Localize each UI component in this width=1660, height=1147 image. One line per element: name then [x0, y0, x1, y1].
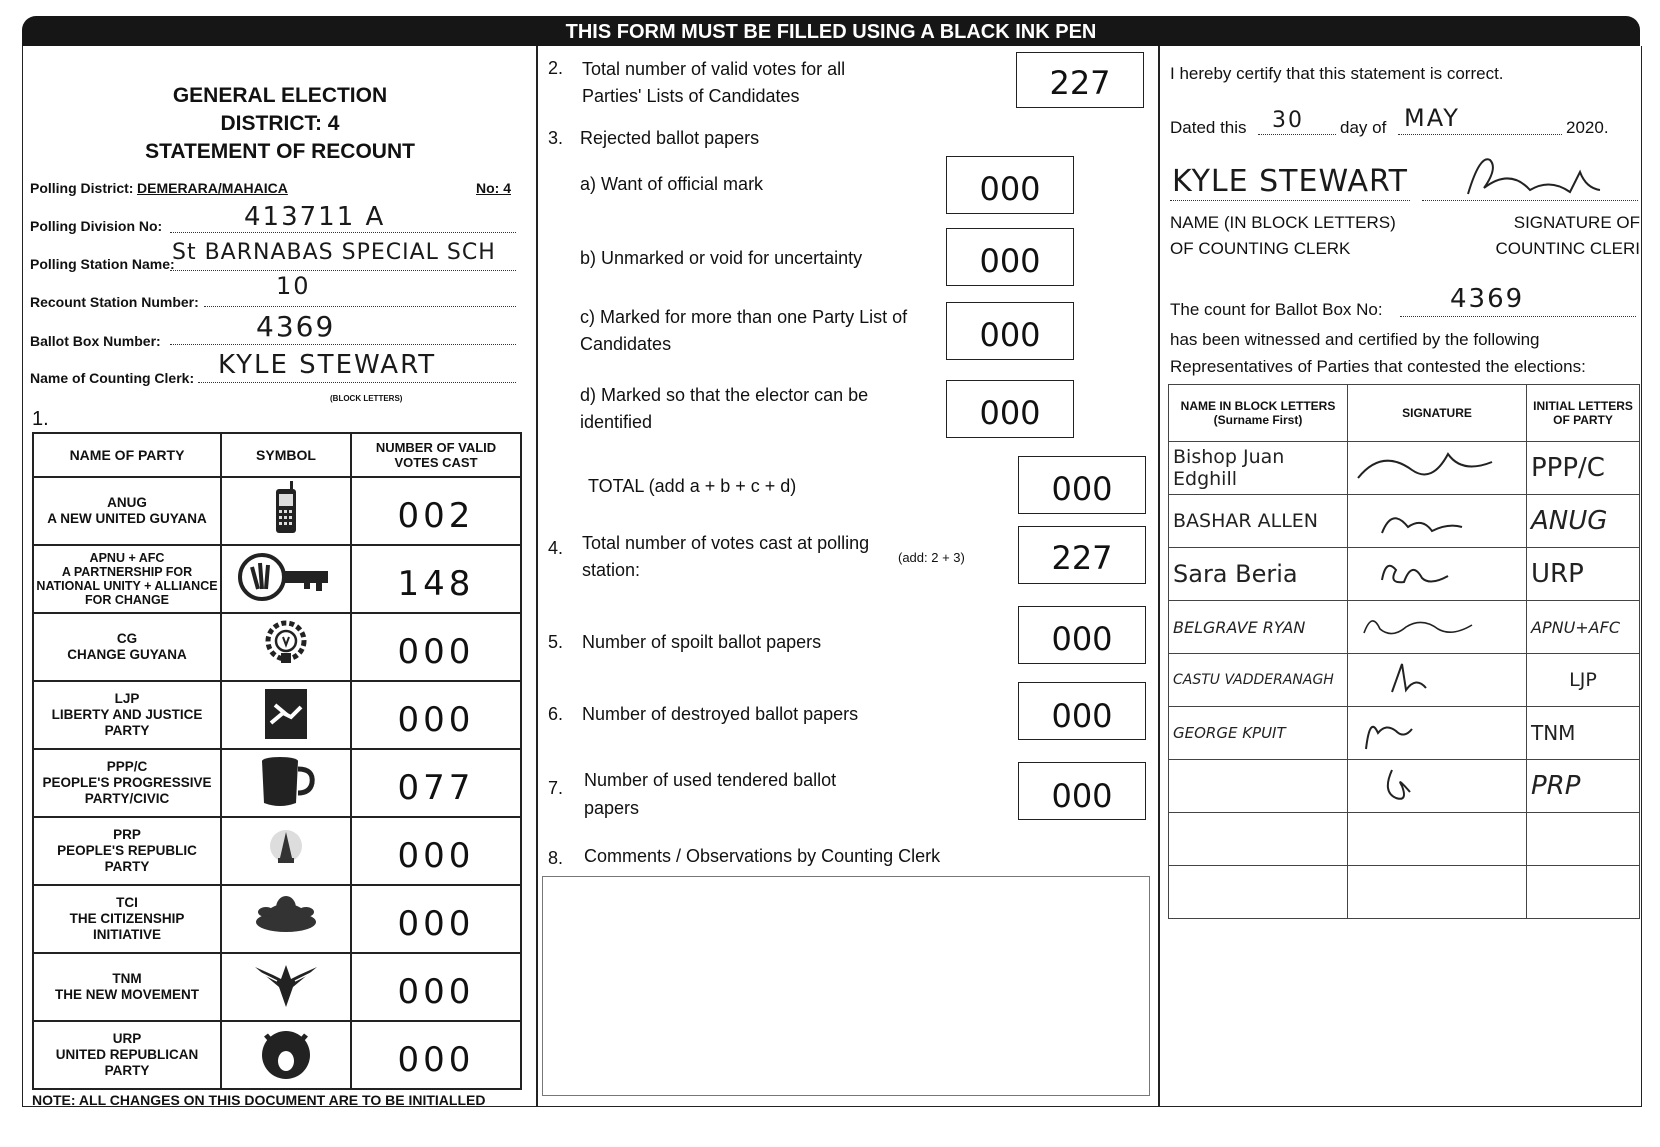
table-row: [33, 613, 521, 681]
table-row: [1169, 707, 1640, 760]
recount-station-line: [204, 306, 516, 307]
q3d-text: d) Marked so that the elector can be identified: [580, 385, 869, 432]
count-value-line: [1400, 316, 1636, 317]
form-title-line3: STATEMENT OF RECOUNT: [145, 140, 415, 163]
rep-signature: [1348, 813, 1527, 866]
lamp-icon: [221, 817, 351, 885]
rep-name: BELGRAVE RYAN: [1169, 601, 1348, 654]
form-title-line2: DISTRICT: 4: [220, 112, 340, 135]
header-rep-name: NAME IN BLOCK LETTERS (Surname First): [1169, 385, 1348, 442]
q4-text: Total number of votes cast at polling station:: [582, 533, 870, 580]
q8-text: Comments / Observations by Counting Clerk: [584, 846, 941, 866]
dated-day-line: [1258, 134, 1336, 135]
q2-text: Total number of valid votes for all Parties' Lists of Candidates: [582, 59, 846, 106]
name-label: NAME (IN BLOCK LETTERS) OF COUNTING CLERK: [1170, 213, 1396, 258]
section-1-number: 1.: [32, 408, 49, 430]
column-divider-left: [536, 46, 538, 1106]
party-votes-table: [32, 432, 522, 1090]
header-votes: NUMBER OF VALID VOTES CAST: [351, 433, 521, 477]
table-row: [33, 885, 521, 953]
bull-icon: [221, 1021, 351, 1089]
counting-clerk-value: KYLE STEWART: [218, 350, 437, 380]
party-name-pppc: PPP/C PEOPLE'S PROGRESSIVE PARTY/CIVIC: [33, 749, 221, 817]
votes-tci: 000: [351, 885, 521, 953]
table-row: [33, 817, 521, 885]
clerk-signature-mark: [1460, 148, 1610, 204]
votes-tnm: 000: [351, 953, 521, 1021]
cup-icon: [221, 749, 351, 817]
reps-header: [1169, 385, 1640, 442]
polling-station-line: [170, 270, 516, 271]
table-row: [33, 477, 521, 545]
votes-pppc: 077: [351, 749, 521, 817]
counting-clerk-label: Name of Counting Clerk:: [30, 370, 195, 386]
q4-add-note: (add: 2 + 3): [898, 550, 965, 565]
rep-signature: [1348, 760, 1527, 813]
q3c-text: c) Marked for more than one Party List of Candidates: [580, 307, 908, 354]
q3b-text: b) Unmarked or void for uncertainty: [580, 248, 863, 268]
dated-mid: day of: [1340, 118, 1387, 137]
party-name-anug: ANUG A NEW UNITED GUYANA: [33, 477, 221, 545]
rep-party: [1527, 813, 1640, 866]
party-name-ljp: LJP LIBERTY AND JUSTICE PARTY: [33, 681, 221, 749]
q3-text: Rejected ballot papers: [580, 128, 760, 148]
rep-signature: [1348, 601, 1527, 654]
q3a-text: a) Want of official mark: [580, 174, 764, 194]
q8-number: 8.: [548, 848, 564, 868]
q5-number: 5.: [548, 632, 564, 652]
dated-year: 2020.: [1566, 118, 1609, 137]
rep-name: [1169, 866, 1348, 919]
header-rep-signature: SIGNATURE: [1348, 385, 1527, 442]
ballot-box-label: Ballot Box Number:: [30, 333, 161, 349]
q4-total-cast-box[interactable]: 227: [1018, 526, 1146, 584]
eagle-icon: [221, 953, 351, 1021]
table-row: [33, 681, 521, 749]
rep-signature: [1348, 442, 1527, 495]
total-text: TOTAL (add a + b + c + d): [588, 476, 797, 496]
rep-party: [1527, 866, 1640, 919]
rep-name: Sara Beria: [1169, 548, 1348, 601]
form-title-line1: GENERAL ELECTION: [172, 84, 388, 107]
block-letters-note: (BLOCK LETTERS): [330, 394, 403, 403]
polling-district-no: No: 4: [476, 180, 511, 196]
rep-name: [1169, 760, 1348, 813]
rep-signature: [1348, 495, 1527, 548]
certify-text: I hereby certify that this statement is correct.: [1170, 64, 1504, 83]
q4-number: 4.: [548, 538, 564, 558]
hand-key-icon: [221, 545, 351, 613]
dated-month-line: [1398, 134, 1562, 135]
rep-name: CASTU VADDERANAGH: [1169, 654, 1348, 707]
table-row: [1169, 442, 1640, 495]
q6-number: 6.: [548, 704, 564, 724]
q2-total-valid-box[interactable]: 227: [1016, 52, 1144, 108]
count-prefix: The count for Ballot Box No:: [1170, 300, 1383, 319]
q3a-box[interactable]: 000: [946, 156, 1074, 214]
clerk-name-handwritten: KYLE STEWART: [1172, 164, 1408, 199]
q7-number: 7.: [548, 778, 564, 798]
table-row: [33, 749, 521, 817]
rep-party: PPP/C: [1527, 442, 1640, 495]
table-row: [1169, 760, 1640, 813]
votes-urp: 000: [351, 1021, 521, 1089]
rep-party: APNU+AFC: [1527, 601, 1640, 654]
polling-division-value: 413711 A: [244, 202, 386, 232]
q6-text: Number of destroyed ballot papers: [582, 704, 859, 724]
header-rep-party: INITIAL LETTERS OF PARTY: [1527, 385, 1640, 442]
party-name-apnu-afc: APNU + AFC A PARTNERSHIP FOR NATIONAL UNITY + ALLIANCE FOR CHANGE: [33, 545, 221, 613]
party-table-header: [33, 433, 521, 477]
ballot-box-line: [170, 344, 516, 345]
votes-cg: 000: [351, 613, 521, 681]
q3-number: 3.: [548, 128, 564, 148]
party-name-cg: CG CHANGE GUYANA: [33, 613, 221, 681]
rep-name: BASHAR ALLEN: [1169, 495, 1348, 548]
ballot-box-value: 4369: [256, 310, 336, 343]
votes-anug: 002: [351, 477, 521, 545]
q7-text: Number of used tendered ballot papers: [584, 770, 837, 818]
table-row: [33, 953, 521, 1021]
table-row: [33, 545, 521, 613]
polling-division-line: [170, 232, 516, 233]
rep-party: URP: [1527, 548, 1640, 601]
recount-station-value: 10: [276, 272, 311, 300]
polling-station-label: Polling Station Name:: [30, 256, 175, 272]
recount-station-label: Recount Station Number:: [30, 294, 199, 310]
q3b-box[interactable]: 000: [946, 228, 1074, 286]
rep-signature: [1348, 548, 1527, 601]
votes-ljp: 000: [351, 681, 521, 749]
party-name-prp: PRP PEOPLE'S REPUBLIC PARTY: [33, 817, 221, 885]
rep-signature: [1348, 707, 1527, 760]
lightbulb-gear-icon: [221, 613, 351, 681]
total-rejected-box[interactable]: 000: [1018, 456, 1146, 514]
q6-destroyed-box[interactable]: 000: [1018, 682, 1146, 740]
rep-name: GEORGE KPUIT: [1169, 707, 1348, 760]
votes-apnu-afc: 148: [351, 545, 521, 613]
q5-spoilt-box[interactable]: 000: [1018, 606, 1146, 664]
rep-name: Bishop Juan Edghill: [1169, 442, 1348, 495]
flower-icon: [221, 885, 351, 953]
cellphone-icon: [221, 477, 351, 545]
polling-division-label: Polling Division No:: [30, 218, 163, 234]
representatives-table: [1168, 384, 1640, 919]
party-name-tnm: TNM THE NEW MOVEMENT: [33, 953, 221, 1021]
dated-prefix: Dated this: [1170, 118, 1247, 137]
table-row: [1169, 601, 1640, 654]
table-row: [1169, 548, 1640, 601]
column-divider-right: [1158, 46, 1160, 1106]
rep-party: TNM: [1527, 707, 1640, 760]
party-name-tci: TCI THE CITIZENSHIP INITIATIVE: [33, 885, 221, 953]
counting-clerk-line: [198, 382, 516, 383]
polling-district-label: Polling District:: [30, 180, 134, 196]
witness-text: has been witnessed and certified by the following Representatives of Parties that contested the elections:: [1170, 330, 1586, 376]
rep-party: ANUG: [1527, 495, 1640, 548]
comments-box[interactable]: [542, 876, 1150, 1096]
q3c-box[interactable]: 000: [946, 302, 1074, 360]
signature-label: SIGNATURE OF COUNTINC CLERI: [1495, 213, 1640, 258]
table-row: [1169, 813, 1640, 866]
header-party-name: NAME OF PARTY: [33, 433, 221, 477]
q7-tendered-box[interactable]: 000: [1018, 762, 1146, 820]
polling-district-value: DEMERARA/MAHAICA: [137, 180, 288, 196]
table-row: [33, 1021, 521, 1089]
changes-note: NOTE: ALL CHANGES ON THIS DOCUMENT ARE TO BE INITIALLED: [32, 1092, 486, 1108]
form-banner: THIS FORM MUST BE FILLED USING A BLACK INK PEN: [22, 16, 1640, 46]
q2-number: 2.: [548, 58, 564, 78]
rep-signature: [1348, 654, 1527, 707]
rep-name: [1169, 813, 1348, 866]
handshake-icon: [221, 681, 351, 749]
rep-signature: [1348, 866, 1527, 919]
q5-text: Number of spoilt ballot papers: [582, 632, 822, 652]
q3d-box[interactable]: 000: [946, 380, 1074, 438]
clerk-name-line: [1170, 200, 1410, 201]
votes-prp: 000: [351, 817, 521, 885]
rep-party: LJP: [1527, 654, 1640, 707]
table-row: [1169, 495, 1640, 548]
count-value: 4369: [1450, 284, 1525, 314]
table-row: [1169, 654, 1640, 707]
polling-station-value: St BARNABAS SPECIAL SCH: [172, 240, 496, 265]
dated-month: MAY: [1404, 104, 1460, 132]
rep-party: PRP: [1527, 760, 1640, 813]
header-symbol: SYMBOL: [221, 433, 351, 477]
party-name-urp: URP UNITED REPUBLICAN PARTY: [33, 1021, 221, 1089]
table-row: [1169, 866, 1640, 919]
dated-day: 30: [1272, 108, 1304, 133]
